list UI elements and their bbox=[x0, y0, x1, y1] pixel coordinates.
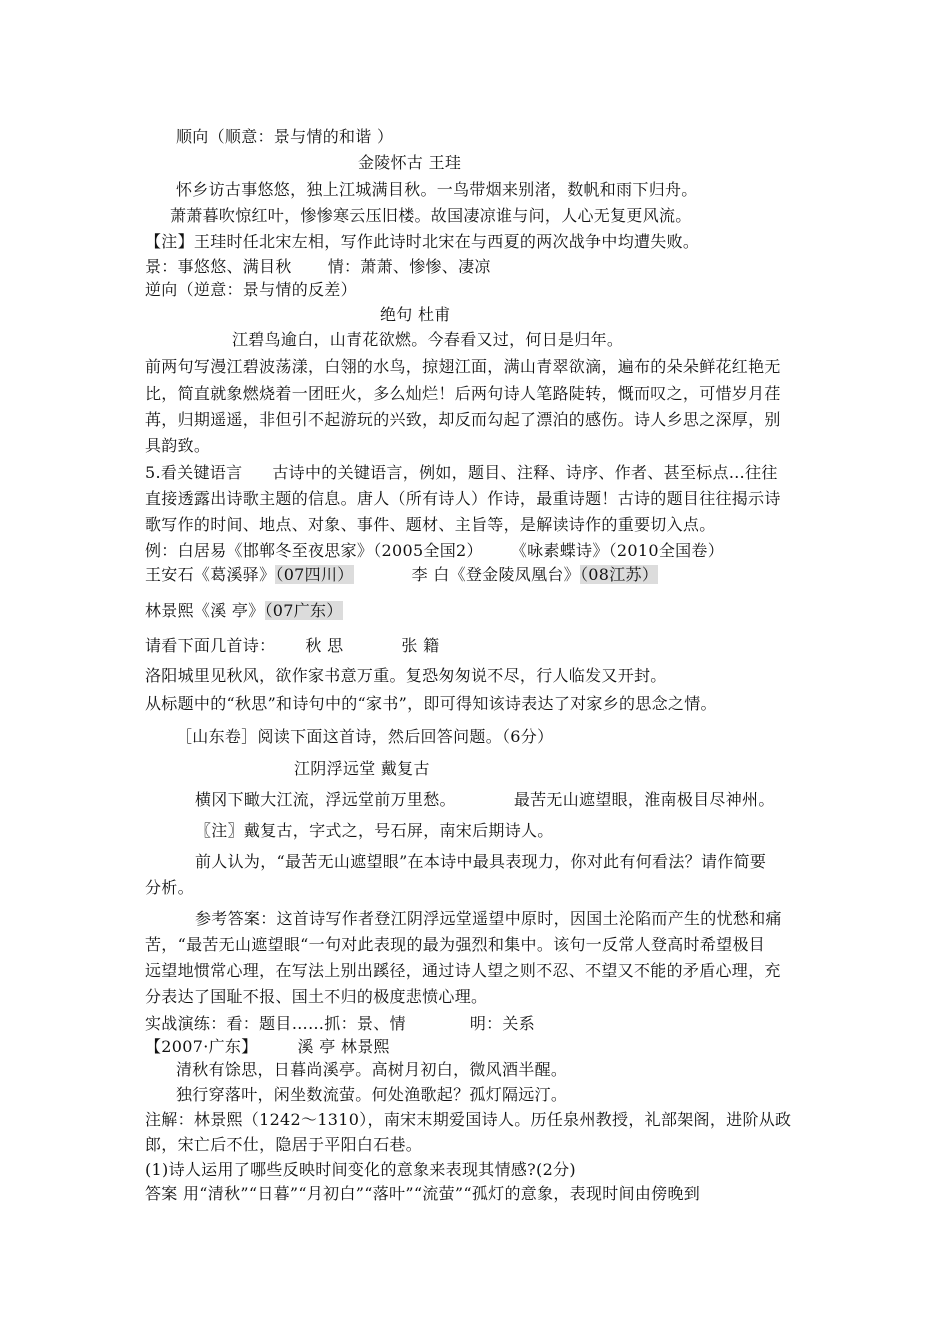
analysis-line: 前两句写漫江碧波荡漾，白翎的水鸟，掠翅江面，满山青翠欲滴，遍布的朵朵鲜花红艳无 bbox=[145, 357, 781, 376]
practice-line: 实战演练：看：题目……抓：景、情 明：关系 bbox=[145, 1014, 536, 1033]
poem-line: 独行穿落叶，闲坐数流萤。何处渔歌起？孤灯隔远汀。 bbox=[176, 1085, 568, 1104]
section5-line: 歌写作的时间、地点、对象、事件、题材、主旨等，是解读诗作的重要切入点。 bbox=[145, 515, 716, 534]
section-heading-nixiang: 逆向（逆意：景与情的反差） bbox=[145, 280, 357, 299]
reference-answer: 参考答案：这首诗写作者登江阴浮远堂遥望中原时，因国土沦陷而产生的忧愁和痛 bbox=[195, 909, 782, 928]
scene-label: 景：事悠悠、满目秋 bbox=[145, 257, 292, 276]
example-line: 例：白居易《邯郸冬至夜思家》（2005全国2） 《咏素蝶诗》（2010全国卷） bbox=[145, 541, 725, 560]
reference-answer: 远望地惯常心理，在写法上别出蹊径，通过诗人望之则不忍、不望又不能的矛盾心理，充 bbox=[145, 961, 781, 980]
poem-annotation: 注解：林景熙（1242～1310），南宋末期爱国诗人。历任泉州教授，礼部架阁，进阶从政 bbox=[145, 1110, 792, 1129]
highlight-tag: （08江苏） bbox=[579, 565, 659, 584]
section5-line: 直接透露出诗歌主题的信息。唐人（所有诗人）作诗，最重诗题！古诗的题目往往揭示诗 bbox=[145, 489, 781, 508]
example-line: 王安石《葛溪驿》（07四川） 李 白《登金陵凤凰台》（08江苏） bbox=[145, 565, 659, 584]
poem-title-fuyuantang: 江阴浮远堂 戴复古 bbox=[294, 759, 430, 778]
exam-question: 分析。 bbox=[145, 878, 194, 897]
poem-title-jueju: 绝句 杜甫 bbox=[380, 305, 451, 324]
section5-heading: 5.看关键语言 bbox=[145, 463, 243, 482]
highlight-tag: （07四川） bbox=[275, 565, 354, 584]
reference-answer: 分表达了国耻不报、国土不归的极度悲愤心理。 bbox=[145, 987, 488, 1006]
emotion-label: 情：萧萧、惨惨、凄凉 bbox=[327, 257, 491, 276]
analysis-line: 比，简直就象燃烧着一团旺火，多么灿烂！后两句诗人笔路陡转，慨而叹之，可惜岁月荏 bbox=[145, 384, 781, 403]
poem-line: 横冈下瞰大江流，浮远堂前万里愁。 最苦无山遮望眼，淮南极目尽神州。 bbox=[195, 790, 775, 809]
section5-line: 5.看关键语言 古诗中的关键语言，例如，题目、注释、诗序、作者、甚至标点…往往 bbox=[145, 463, 778, 482]
example-line: 林景熙《溪 亭》（07广东） bbox=[145, 601, 343, 620]
reference-answer: 苦，“最苦无山遮望眼“一句对此表现的最为强烈和集中。该句一反常人登高时希望极目 bbox=[145, 935, 766, 954]
poem-note: 【注】王珪时任北宋左相，写作此诗时北宋在与西夏的两次战争中均遭失败。 bbox=[145, 232, 700, 251]
poem-commentary: 从标题中的“秋思”和诗句中的“家书”，即可得知该诗表达了对家乡的思念之情。 bbox=[145, 694, 717, 713]
poem-annotation: 郎，宋亡后不仕，隐居于平阳白石巷。 bbox=[145, 1135, 423, 1154]
exam-intro: ［山东卷］阅读下面这首诗，然后回答问题。（6分） bbox=[176, 727, 554, 746]
poem-title-xiting: 溪 亭 林景熙 bbox=[297, 1037, 390, 1056]
poem-title-jinling: 金陵怀古 王珪 bbox=[358, 153, 462, 172]
poem-line: 萧萧暮吹惊红叶，惨惨寒云压旧楼。故国凄凉谁与问，人心无复更风流。 bbox=[170, 206, 692, 225]
exam-question: 前人认为，“最苦无山遮望眼”在本诗中最具表现力，你对此有何看法？请作简要 bbox=[195, 852, 767, 871]
look-poems-line: 请看下面几首诗： 秋 思 张 籍 bbox=[145, 636, 440, 655]
poem-line: 洛阳城里见秋风，欲作家书意万重。复恐匆匆说不尽，行人临发又开封。 bbox=[145, 666, 667, 685]
exam-question: (1)诗人运用了哪些反映时间变化的意象来表现其情感?(2分) bbox=[145, 1160, 576, 1179]
poem-author: 张 籍 bbox=[401, 636, 440, 655]
poem-line: 江碧鸟逾白，山青花欲燃。今春看又过，何日是归年。 bbox=[232, 330, 624, 349]
scene-emotion-line bbox=[145, 257, 491, 277]
poem-note: 〖注〗戴复古，字式之，号石屏，南宋后期诗人。 bbox=[195, 821, 554, 840]
answer-line: 答案 用“清秋”“日暮”“月初白”“落叶”“流萤”“孤灯的意象，表现时间由傍晚到 bbox=[145, 1184, 701, 1203]
poem-line: 清秋有馀思，日暮尚溪亭。高树月初白，微风酒半醒。 bbox=[176, 1060, 568, 1079]
analysis-line: 苒，归期遥遥，非但引不起游玩的兴致，却反而勾起了漂泊的感伤。诗人乡思之深厚，别 bbox=[145, 410, 781, 429]
section-heading-shunxiang: 顺向（顺意：景与情的和谐 ） bbox=[176, 127, 394, 146]
highlight-tag: （07广东） bbox=[264, 601, 343, 620]
poem-line: 怀乡访古事悠悠，独上江城满目秋。一鸟带烟来别渚，数帆和雨下归舟。 bbox=[176, 180, 698, 199]
poem-title-qiusi: 秋 思 bbox=[305, 636, 344, 655]
analysis-line: 具韵致。 bbox=[145, 436, 211, 455]
exam-source-line: 【2007·广东】 溪 亭 林景熙 bbox=[145, 1037, 390, 1056]
